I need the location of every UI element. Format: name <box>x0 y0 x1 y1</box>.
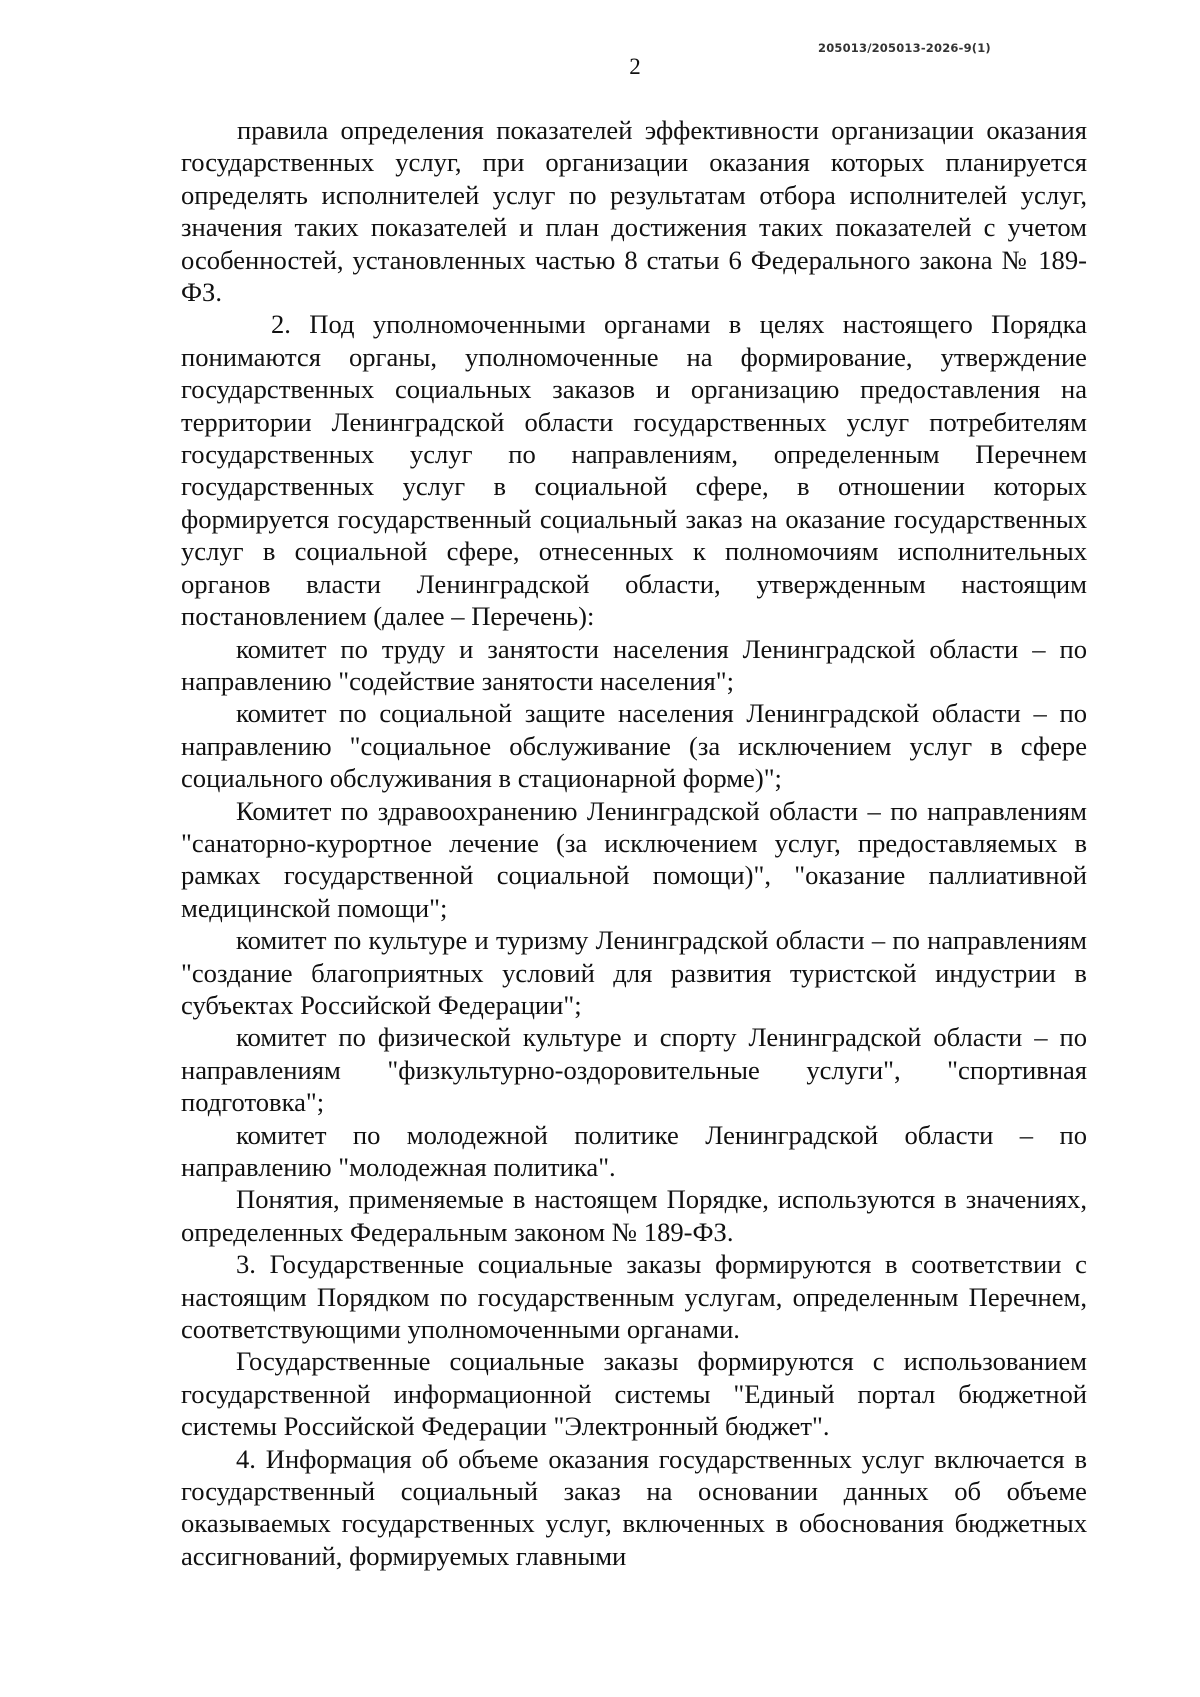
paragraph: комитет по труду и занятости населения Ленинградской области – по направлению "содействие занятости населения"; <box>181 633 1087 696</box>
paragraph: комитет по физической культуре и спорту Ленинградской области – по направлениям "физкультурно-оздоровительные услуги", "спортивная подготовка"; <box>181 1022 1087 1118</box>
page-number: 2 <box>629 54 641 79</box>
document-body <box>181 114 1087 1572</box>
paragraph: комитет по молодежной политике Ленинградской области – по направлению "молодежная политика". <box>181 1119 1087 1182</box>
paragraph: Комитет по здравоохранению Ленинградской области – по направлениям "санаторно-курортное лечение (за исключением услуг, предоставляемых в рамках государственной социальной помощи)", "оказание паллиативной медицинской помощи"; <box>181 795 1087 923</box>
paragraph: 4. Информация об объеме оказания государственных услуг включается в государственный социальный заказ на основании данных об объеме оказываемых государственных услуг, включенных в обоснования бюджетных ассигнований, формируемых главными <box>181 1443 1087 1571</box>
paragraph: Государственные социальные заказы формируются с использованием государственной информационной системы "Единый портал бюджетной системы Российской Федерации "Электронный бюджет". <box>181 1346 1087 1442</box>
paragraph: правила определения показателей эффективности организации оказания государственных услуг, при организации оказания которых планируется определять исполнителей услуг по результатам отбора исполнителей услуг, значения таких показателей и план достижения таких показателей с учетом особенностей, установленных частью 8 статьи 6 Федерального закона № 189-ФЗ. <box>181 115 1087 308</box>
paragraph: 3. Государственные социальные заказы формируются в соответствии с настоящим Порядком по государственным услугам, определенным Перечнем, соответствующими уполномоченными органами. <box>181 1249 1087 1345</box>
paragraph: комитет по социальной защите населения Ленинградской области – по направлению "социальное обслуживание (за исключением услуг в сфере социального обслуживания в стационарной форме)"; <box>181 698 1087 794</box>
paragraph: Понятия, применяемые в настоящем Порядке, используются в значениях, определенных Федеральным законом № 189-ФЗ. <box>181 1184 1087 1247</box>
paragraph: 2. Под уполномоченными органами в целях настоящего Порядка понимаются органы, уполномоченные на формирование, утверждение государственных социальных заказов и организацию предоставления на территории Ленинградской области государственных услуг потребителям государственных услуг по направлениям, определенным Перечнем государственных услуг в социальной сфере, в отношении которых формируется государственный социальный заказ на оказание государственных услуг в социальной сфере, отнесенных к полномочиям исполнительных органов власти Ленинградской области, утвержденным настоящим постановлением (далее – Перечень): <box>181 309 1087 632</box>
paragraph: комитет по культуре и туризму Ленинградской области – по направлениям "создание благоприятных условий для развития туристской индустрии в субъектах Российской Федерации"; <box>181 925 1087 1020</box>
document-id-stamp: 205013/205013-2026-9(1) <box>818 41 991 55</box>
